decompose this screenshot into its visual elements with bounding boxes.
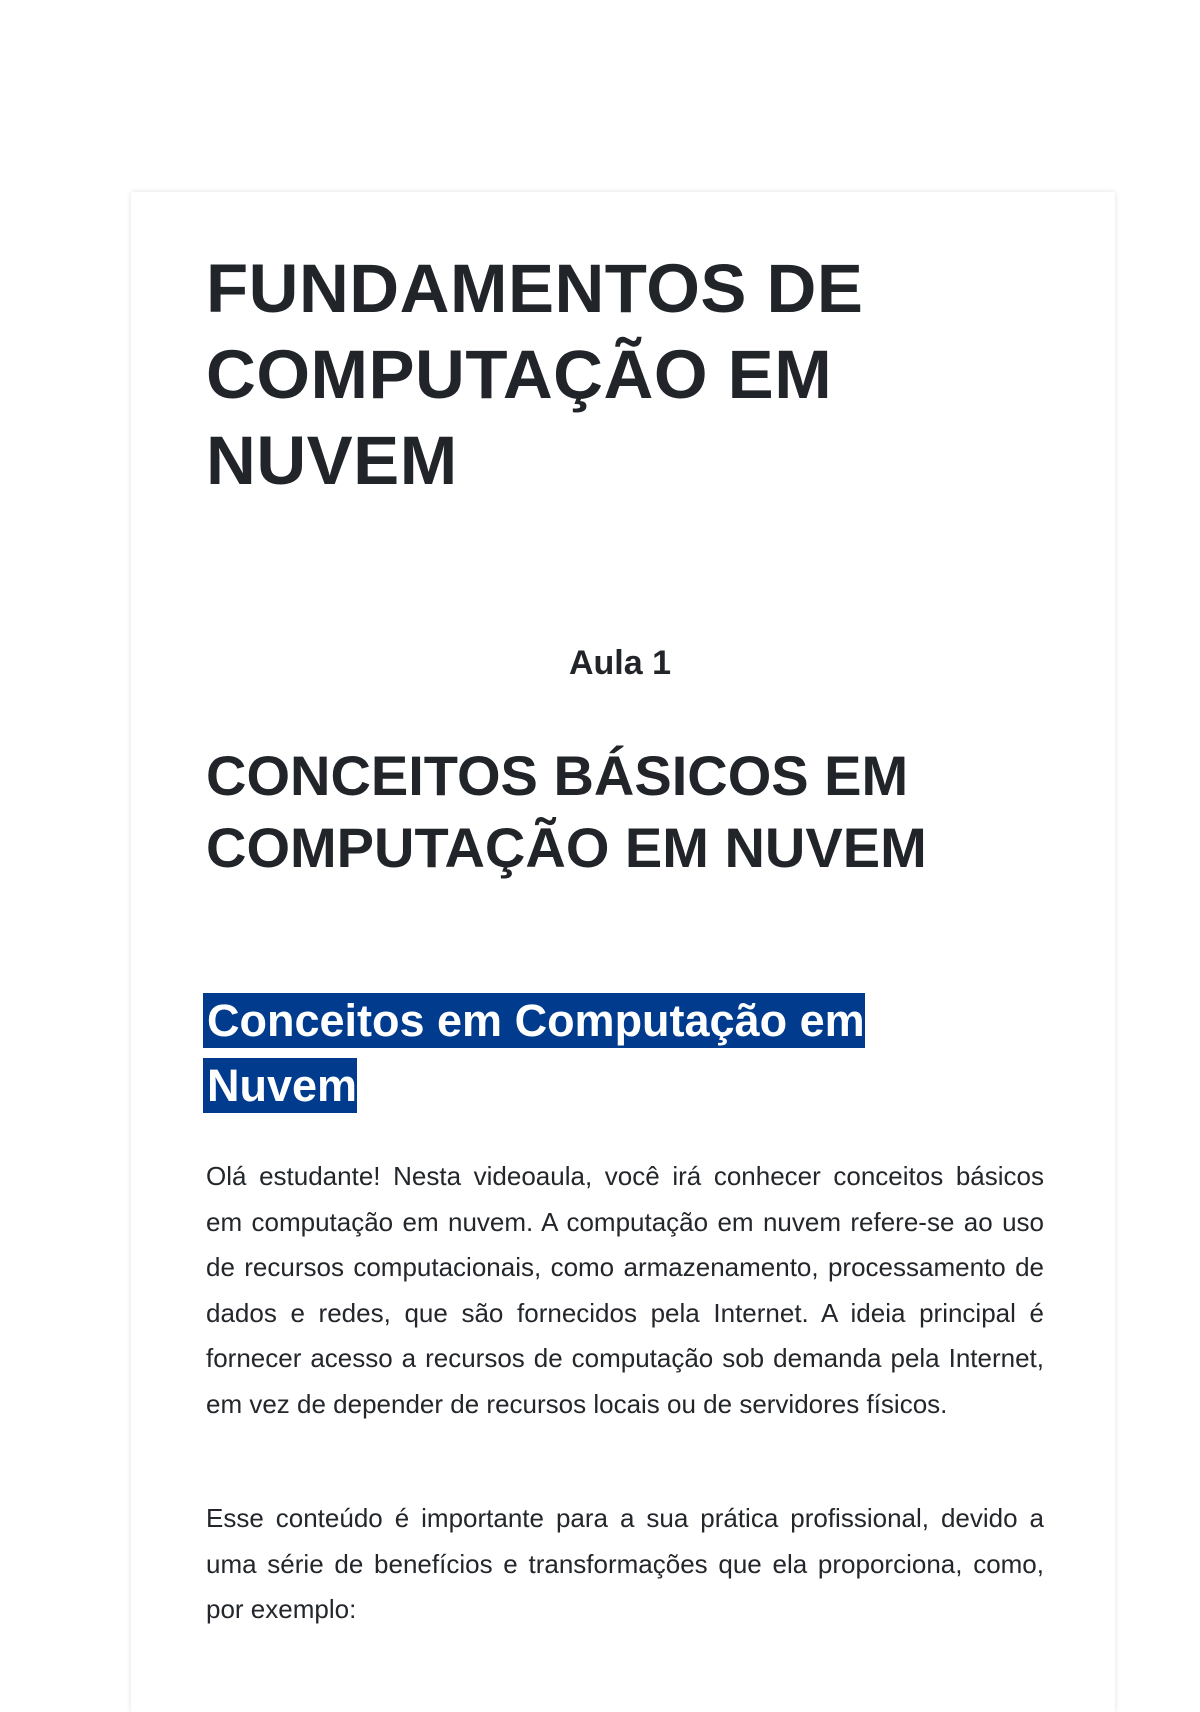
lesson-title: CONCEITOS BÁSICOS EM COMPUTAÇÃO EM NUVEM [206,744,927,879]
section-heading-text: Conceitos em Computação em Nuvem [203,993,865,1113]
document-title: FUNDAMENTOS DE COMPUTAÇÃO EM NUVEM [206,250,864,499]
paragraph-intro: Olá estudante! Nesta videoaula, você irá conhecer conceitos básicos em computação em nuvem. A computação em nuvem refere-se ao uso de recursos computacionais, como armazenamento, processamento de dados e redes, que são fornecidos pela Internet. A ideia principal é fornecer acesso a recursos de computação sob demanda pela Internet, em vez de depender de recursos locais ou de servidores físicos. [206,1161,1044,1419]
lesson-label: Aula 1 [568,644,672,682]
section-heading [203,988,963,1118]
paragraph-importance: Esse conteúdo é importante para a sua prática profissional, devido a uma série de benefícios e transformações que ela proporciona, como, por exemplo: [206,1503,1044,1624]
